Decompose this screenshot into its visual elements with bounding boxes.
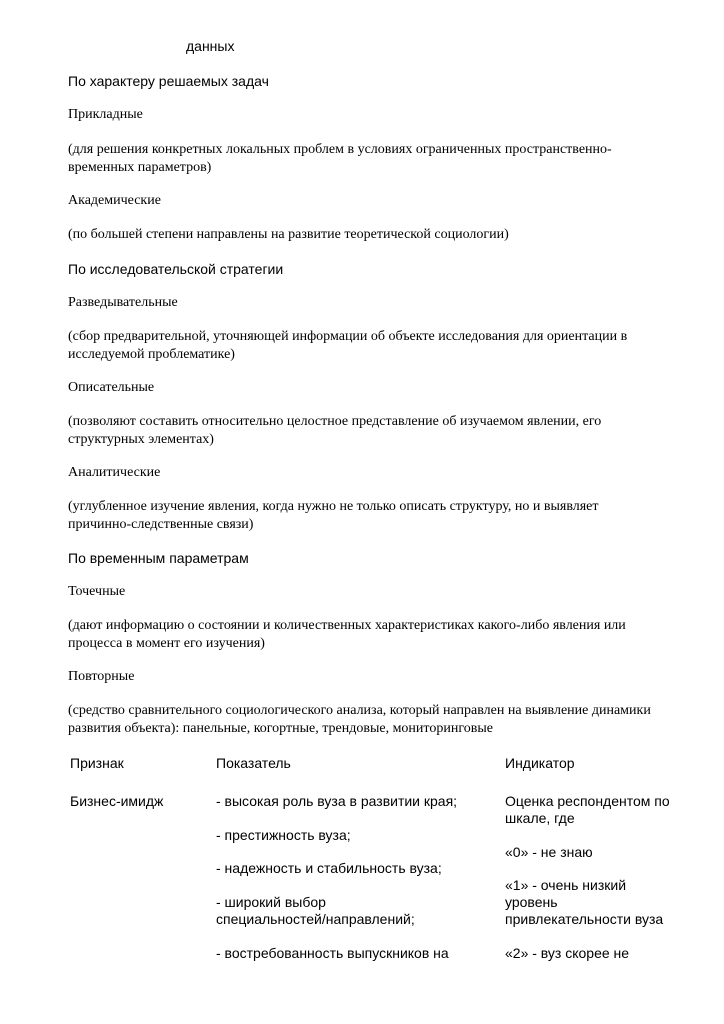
point-desc-line-2: процесса в момент его изучения) [68, 636, 265, 651]
indicator-item: специальностей/направлений; [216, 911, 415, 927]
indicator-item: - надежность и стабильность вуза; [216, 860, 442, 876]
table-header-measure: Индикатор [505, 755, 575, 771]
measure-line: привлекательности вуза [505, 911, 664, 927]
measure-line: «1» - очень низкий [505, 877, 627, 893]
exploratory-title: Разведывательные [68, 295, 178, 310]
point-desc-line-1: (дают информацию о состоянии и количественных характеристиках какого-либо явления или [68, 618, 626, 633]
table-header-indicator: Показатель [216, 755, 291, 771]
descriptive-desc-line-2: структурных элементах) [68, 432, 214, 447]
indicator-item: - высокая роль вуза в развитии края; [216, 793, 458, 809]
point-title: Точечные [68, 584, 126, 599]
applied-desc-line-1: (для решения конкретных локальных проблем в условиях ограниченных пространственно- [68, 142, 612, 157]
measure-line: «0» - не знаю [505, 844, 593, 860]
measure-line: уровень [505, 894, 558, 910]
analytical-desc-line-1: (углубленное изучение явления, когда нужно не только описать структуру, но и выявляет [68, 499, 599, 514]
table-header-feature: Признак [70, 755, 124, 771]
indicator-item: - престижность вуза; [216, 827, 351, 843]
exploratory-desc-line-2: исследуемой проблематике) [68, 347, 235, 362]
measure-line: «2» - вуз скорее не [505, 945, 630, 961]
table-cell-feature: Бизнес-имидж [70, 793, 164, 809]
descriptive-desc-line-1: (позволяют составить относительно целостное представление об изучаемом явлении, его [68, 414, 602, 429]
applied-title: Прикладные [68, 107, 143, 122]
repeated-desc-line-2: развития объекта): панельные, когортные, трендовые, мониторинговые [68, 721, 493, 736]
measure-line: шкале, где [505, 810, 575, 826]
section-heading-strategy: По исследовательской стратегии [68, 261, 284, 277]
repeated-title: Повторные [68, 669, 135, 684]
academic-desc: (по большей степени направлены на развитие теоретической социологии) [68, 227, 509, 242]
academic-title: Академические [68, 193, 161, 208]
analytical-title: Аналитические [68, 465, 161, 480]
repeated-desc-line-1: (средство сравнительного социологического анализа, который направлен на выявление динамики [68, 703, 651, 718]
indicator-item: - широкий выбор [216, 894, 326, 910]
analytical-desc-line-2: причинно-следственные связи) [68, 517, 254, 532]
section-heading-time: По временным параметрам [68, 550, 249, 566]
top-fragment-text: данных [186, 38, 235, 54]
indicator-item: - востребованность выпускников на [216, 945, 449, 961]
exploratory-desc-line-1: (сбор предварительной, уточняющей информации об объекте исследования для ориентации в [68, 329, 628, 344]
applied-desc-line-2: временных параметров) [68, 160, 212, 175]
descriptive-title: Описательные [68, 380, 155, 395]
measure-line: Оценка респондентом по [505, 793, 670, 809]
section-heading-tasks: По характеру решаемых задач [68, 73, 269, 89]
